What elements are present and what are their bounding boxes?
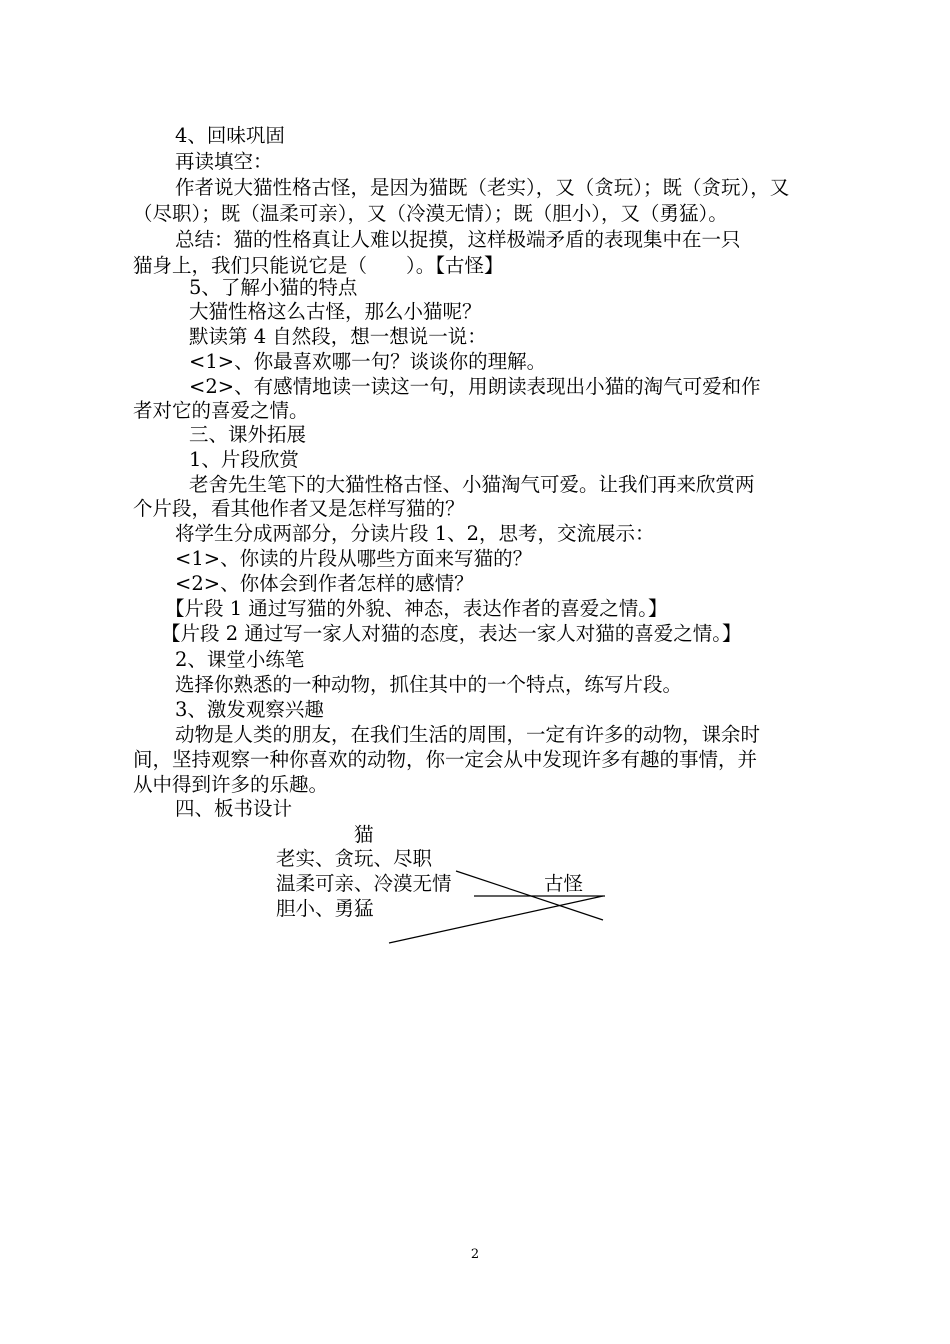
page-number: 2	[470, 1247, 480, 1262]
paragraph-line: 将学生分成两部分，分读片段 1、2，思考，交流展示：	[175, 522, 655, 545]
paragraph-line: 作者说大猫性格古怪，是因为猫既（老实），又（贪玩）；既（贪玩），又	[175, 176, 790, 199]
board-row-3: 胆小、勇猛	[276, 897, 374, 920]
paragraph-line: 动物是人类的朋友，在我们生活的周围，一定有许多的动物，课余时	[175, 723, 761, 746]
heading-observe: 3、激发观察兴趣	[175, 698, 324, 721]
paragraph-line: 总结：猫的性格真让人难以捉摸，这样极端矛盾的表现集中在一只	[175, 228, 741, 251]
heading-review: 4、回味巩固	[175, 124, 285, 147]
heading-extension: 三、课外拓展	[189, 423, 307, 446]
question-line: <1>、你读的片段从哪些方面来写猫的？	[175, 547, 533, 570]
question-line: <1>、你最喜欢哪一句？谈谈你的理解。	[189, 350, 547, 373]
paragraph-line: 默读第 4 自然段，想一想说一说：	[189, 325, 487, 348]
heading-excerpt: 1、片段欣赏	[189, 448, 299, 471]
paragraph-line: 老舍先生笔下的大猫性格古怪、小猫淘气可爱。让我们再来欣赏两	[189, 473, 755, 496]
paragraph-line: 间，坚持观察一种你喜欢的动物，你一定会从中发现许多有趣的事情，并	[133, 748, 758, 771]
heading-kitten: 5、了解小猫的特点	[189, 276, 358, 299]
heading-board-design: 四、板书设计	[175, 797, 293, 820]
paragraph-line: 从中得到许多的乐趣。	[133, 773, 329, 796]
board-row-1: 老实、贪玩、尽职	[276, 847, 433, 870]
answer-line: 【片段 2 通过写一家人对猫的态度，表达一家人对猫的喜爱之情。】	[161, 622, 742, 645]
paragraph-line: 选择你熟悉的一种动物，抓住其中的一个特点，练写片段。	[175, 673, 683, 696]
paragraph-line: （尽职）；既（温柔可亲），又（冷漠无情）；既（胆小），又（勇猛）。	[133, 202, 728, 225]
question-line: <2>、有感情地读一读这一句，用朗读表现出小猫的淘气可爱和作	[189, 375, 761, 398]
question-line: <2>、你体会到作者怎样的感情？	[175, 572, 474, 595]
text-fill-blank: 再读填空：	[175, 150, 273, 173]
paragraph-line: 者对它的喜爱之情。	[133, 399, 309, 422]
answer-line: 【片段 1 通过写猫的外貌、神态，表达作者的喜爱之情。】	[165, 597, 668, 620]
paragraph-line: 猫身上，我们只能说它是（ ）。【古怪】	[133, 254, 504, 277]
board-row-2: 温柔可亲、冷漠无情	[276, 872, 452, 895]
board-result: 古怪	[544, 872, 584, 895]
heading-practice: 2、课堂小练笔	[175, 648, 305, 671]
board-line-bottom	[389, 896, 603, 943]
board-title: 猫	[354, 823, 374, 846]
paragraph-line: 大猫性格这么古怪，那么小猫呢？	[189, 300, 482, 323]
paragraph-line: 个片段，看其他作者又是怎样写猫的？	[133, 497, 465, 520]
